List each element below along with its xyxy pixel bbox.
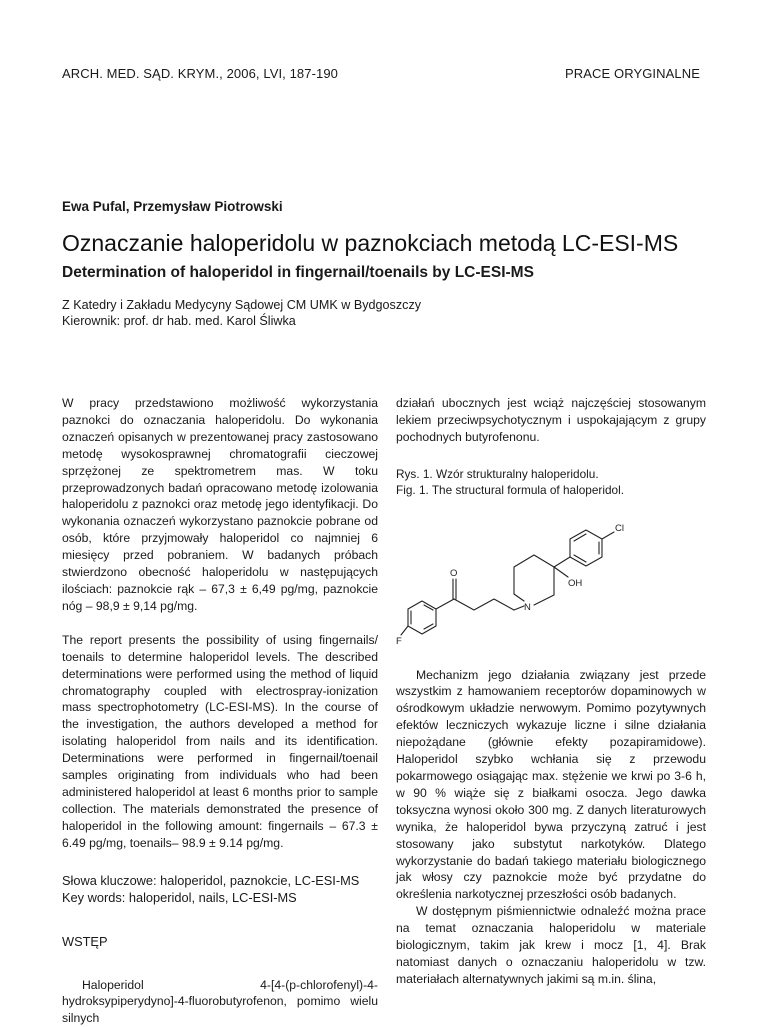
chlorophenyl-ring	[570, 530, 602, 566]
intro-paragraph-2: Mechanizm jego działania związany jest przede wszystkim z hamowaniem receptorów dopaminowych w ośrodkowym układzie nerwowym. Pomimo pozytywnych efektów leczniczych wykazuje liczne i silne działania niepożądane (głównie efekty pozapiramidowe). Haloperidol szybko wchłania się z przewodu pokarmowego osiągając max. stężenie we krwi po 3-6 h, w 90 % wiąże się z białkami osocza. Jego dawka toksyczna wynosi około 300 mg. Z danych literaturowych wynika, że haloperidol bywa przyczyną zatruć i jest stosowany jako substytut narkotyków. Dlatego wykorzystanie do badań takiego materiału biologicznego jak włosy czy paznokcie może być przydatne do określenia narkotycznej przeszłości osób badanych.	[396, 667, 706, 902]
atom-label-cl: Cl	[615, 522, 624, 534]
piperidine-ring-bonds	[514, 555, 554, 605]
bond-c-cl	[602, 532, 614, 539]
affiliation-head: Kierownik: prof. dr hab. med. Karol Śliwka	[62, 314, 296, 328]
abstract-english: The report presents the possibility of using fingernails/ toenails to determine haloperidol levels. The described determinations were performed using the method of liquid chromatography coupled with electrospray-ionization mass spectrophotometry (LC-ESI-MS). In the course of the investigation, the authors developed a method for isolating haloperidol from nails and its identification. Determinations were performed in fingernail/toenail samples originating from individuals who had been administered haloperidol at least 6 months prior to sample collection. The materials demonstrated the presence of haloperidol in the following amount: fingernails – 67.3 ± 6.49 pg/mg, toenails– 98.9 ± 9.14 pg/mg.	[62, 632, 378, 850]
atom-label-f: F	[396, 635, 402, 647]
journal-citation: ARCH. MED. SĄD. KRYM., 2006, LVI, 187-190	[62, 66, 339, 81]
intro-paragraph-3: W dostępnym piśmiennictwie odnaleźć można prace na temat oznaczania haloperidolu w materiale biologicznym, takim jak krew i mocz [1, 4]. Brak natomiast danych o oznaczaniu haloperidolu w tzw. materiałach alternatywnych jakimi są m.in. ślina,	[396, 904, 706, 986]
fluorophenyl-ring	[408, 601, 436, 634]
atom-label-oh: OH	[568, 577, 583, 589]
figure-caption-english: Fig. 1. The structural formula of haloperidol.	[396, 483, 624, 498]
chlorophenyl-double-bonds	[574, 534, 599, 562]
haloperidol-structure-figure	[396, 507, 706, 657]
right-column	[396, 395, 706, 988]
article-category: PRACE ORYGINALNE	[564, 66, 700, 81]
title-english: Determination of haloperidol in fingernail/toenails by LC-ESI-MS	[62, 264, 534, 281]
bond-ring-carbonyl	[436, 599, 454, 609]
section-heading-introduction: WSTĘP	[62, 933, 108, 949]
figure-caption-polish: Rys. 1. Wzór strukturalny haloperidolu.	[396, 466, 599, 481]
bond-chain-n	[514, 606, 524, 610]
title-polish: Oznaczanie haloperidolu w paznokciach metodą LC-ESI-MS	[62, 230, 679, 256]
keywords-polish: Słowa kluczowe: haloperidol, paznokcie, LC-ESI-MS	[62, 872, 360, 888]
authors: Ewa Pufal, Przemysław Piotrowski	[62, 199, 283, 214]
atom-label-n: N	[524, 601, 531, 613]
affiliation-department: Z Katedry i Zakładu Medycyny Sądowej CM UMK w Bydgoszczy	[62, 298, 422, 312]
bond-c-oh	[554, 567, 568, 577]
butyl-chain	[454, 599, 514, 610]
bond-c-f	[401, 626, 408, 635]
keywords-english: Key words: haloperidol, nails, LC-ESI-MS	[62, 889, 297, 905]
left-column	[62, 395, 378, 1027]
bond-piperidine-chlorophenyl	[554, 557, 570, 567]
atom-label-o: O	[450, 567, 458, 579]
intro-paragraph-1: Haloperidol 4-[4-(p-chlorofenyl)-4-hydroksypiperydyno]-4-fluorobutyrofenon, pomimo wielu silnych	[62, 977, 378, 1026]
fluorophenyl-double-bonds	[411, 605, 433, 629]
abstract-polish: W pracy przedstawiono możliwość wykorzystania paznokci do oznaczania haloperidolu. Do wykonania oznaczeń opisanych w prezentowanej pracy zastosowano metodę wysokosprawnej chromatografii cieczowej sprzężonej ze spektrometrem mas. W toku przeprowadzonych badań opracowano metodę izolowania haloperidolu z paznokci oraz metodę jego identyfikacji. Do wykonania oznaczeń wykorzystano paznokcie pobrane od osób, które przyjmowały haloperidol co najmniej 6 miesięcy przed pobraniem. W badanych próbach stwierdzono obecność haloperidolu w następujących ilościach: paznokcie rąk – 67,3 ± 6,49 pg/mg, paznokcie nóg – 98,9 ± 9,14 pg/mg.	[62, 396, 378, 613]
intro-paragraph-1-continued: działań ubocznych jest wciąż najczęściej stosowanym lekiem przeciwpsychotycznym i uspokajającym z grupy pochodnych butyrofenonu.	[396, 396, 706, 444]
structural-formula-drawing	[396, 507, 706, 657]
piperidine-ring-close	[514, 594, 524, 601]
